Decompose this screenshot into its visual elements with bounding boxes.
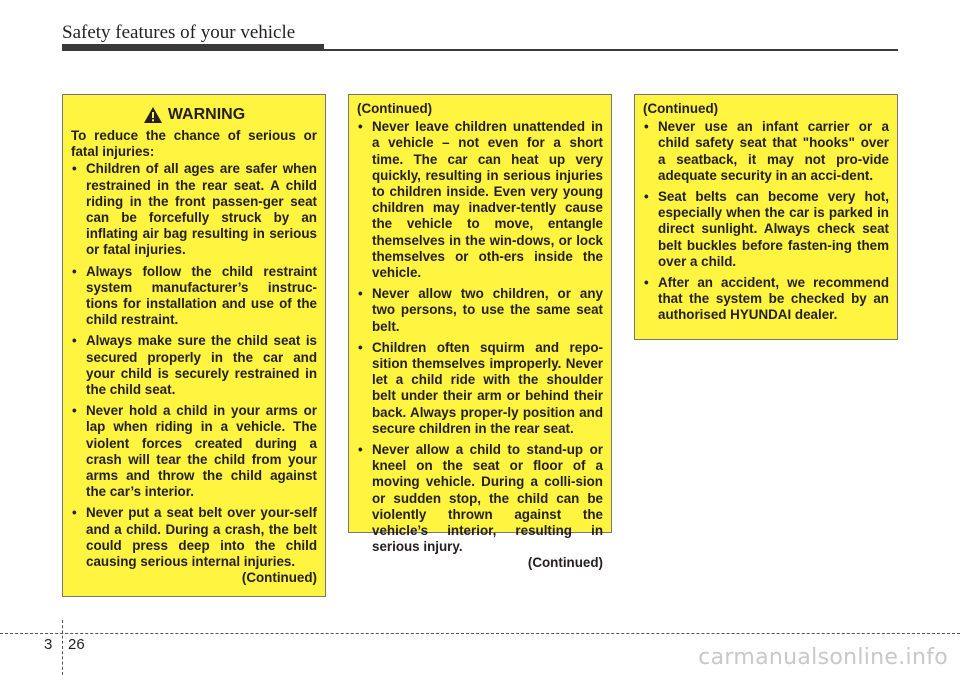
continued-label: (Continued): [527, 555, 603, 571]
list-item: [643, 189, 889, 270]
list-item: [71, 505, 317, 570]
header-bar: [62, 44, 324, 51]
list-item-text: Never leave children unattended in a vehicle – not even for a short time. The car can heat up very quickly, resulting in serious injuries to children inside. Even very young children may inadver-tently cause the vehicle to move, entangle themselves in the win-dows, or lock themselves or oth-ers inside the vehicle.: [372, 119, 603, 281]
bullet: •: [358, 286, 363, 302]
chapter-number: 3: [44, 636, 53, 653]
bullet: •: [358, 339, 363, 355]
footer-rule: [0, 633, 960, 634]
list-item: [71, 161, 317, 258]
watermark: carmanualsonline.info: [698, 645, 948, 670]
warning-list-3: [643, 119, 889, 323]
list-item-text: Always follow the child restraint system manufacturer’s instruc-tions for installation and use of the child restraint.: [86, 263, 317, 328]
list-item-text: After an accident, we recommend that the system be checked by an authorised HYUNDAI dealer.: [658, 275, 889, 323]
bullet: •: [358, 442, 363, 458]
warning-box-2: [348, 94, 612, 571]
bullet: •: [644, 119, 649, 135]
continued-label: (Continued): [241, 570, 317, 586]
list-item: [357, 442, 603, 555]
list-item-text: Never hold a child in your arms or lap when riding in a vehicle. The violent forces created during a crash will tear the child from your arms and throw the child against the car’s interior.: [86, 403, 317, 500]
list-item: [357, 340, 603, 437]
header-rule: [324, 49, 898, 51]
list-item-text: Seat belts can become very hot, especially when the car is parked in direct sunlight. Always check seat belt buckles before fasten-ing them over a child.: [658, 189, 889, 269]
list-item-text: Always make sure the child seat is secured properly in the car and your child is securely restrained in the child seat.: [86, 333, 317, 398]
list-item: [71, 333, 317, 398]
list-item-text: Never allow a child to stand-up or kneel on the seat or floor of a moving vehicle. During a colli-sion or sudden stop, the child can be violently thrown against the vehicle’s interior, resulting in serious injury.: [372, 442, 603, 555]
bullet: •: [72, 161, 77, 177]
list-item: [357, 119, 603, 281]
warning-title: WARNING: [167, 106, 246, 123]
warning-list-2: [357, 119, 603, 555]
bullet: •: [72, 505, 77, 521]
bullet: •: [644, 275, 649, 291]
bullet: •: [358, 119, 363, 135]
warning-list-1: [71, 161, 317, 570]
bullet: •: [644, 189, 649, 205]
page-number: 26: [68, 636, 85, 653]
warning-box-3: [634, 94, 898, 340]
list-item-text: Never allow two children, or any two persons, to use the same seat belt.: [372, 286, 603, 334]
list-item: [643, 119, 889, 184]
warning-heading: [71, 105, 317, 125]
continued-top-label: (Continued): [643, 101, 719, 116]
footer-divider: [62, 620, 63, 675]
list-item-text: Never put a seat belt over your-self and a child. During a crash, the belt could press deep into the child causing serious internal injuries.: [86, 505, 317, 570]
warning-lead: To reduce the chance of serious or fatal injuries:: [71, 128, 317, 160]
warning-box-1: [62, 94, 326, 597]
page-header-title: Safety features of your vehicle: [62, 22, 296, 43]
list-item: [71, 403, 317, 500]
list-item-text: Children often squirm and repo-sition themselves improperly. Never let a child ride with the shoulder belt under their arm or behind their back. Always proper-ly position and secure children in the rear seat.: [372, 339, 603, 436]
list-item: [357, 286, 603, 335]
list-item-text: Children of all ages are safer when restrained in the rear seat. A child riding in the front passen-ger seat can be forcefully struck by an inflating air bag resulting in serious or fatal injuries.: [86, 161, 317, 258]
list-item: [643, 275, 889, 324]
bullet: •: [72, 263, 77, 279]
list-item: [71, 264, 317, 329]
continued-top-label: (Continued): [357, 101, 433, 116]
bullet: •: [72, 403, 77, 419]
bullet: •: [72, 333, 77, 349]
list-item-text: Never use an infant carrier or a child safety seat that "hooks" over a seatback, it may not pro-vide adequate security in an acci-dent.: [658, 119, 889, 183]
warning-triangle-icon: [143, 106, 163, 124]
